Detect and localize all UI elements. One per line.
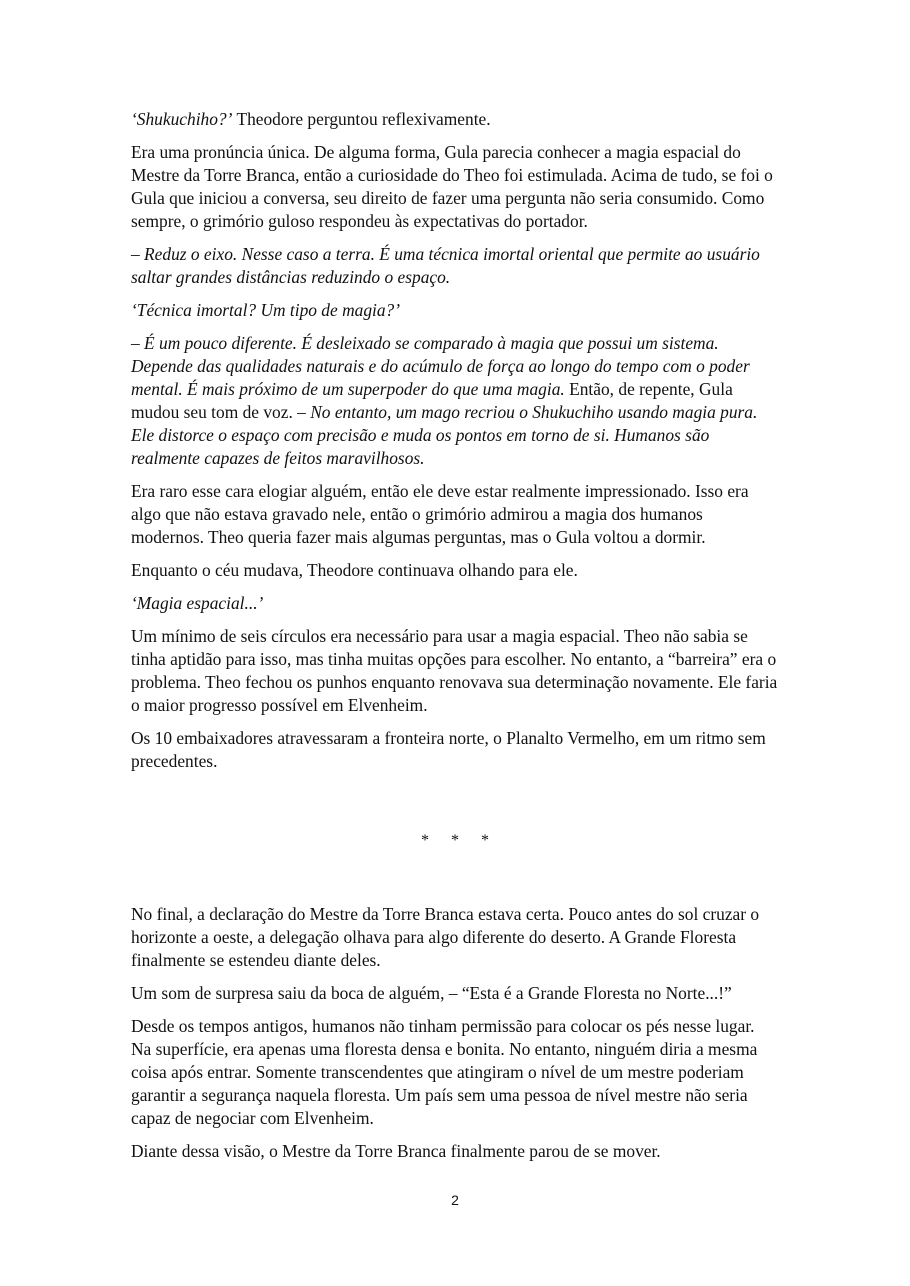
paragraph: Os 10 embaixadores atravessaram a fronteira norte, o Planalto Vermelho, em um ritmo sem precedentes. — [131, 728, 766, 771]
paragraph: Um som de surpresa saiu da boca de alguém, – “Esta é a Grande Floresta no Norte...!” — [131, 983, 732, 1003]
dialogue-italic: – No entanto, um mago recriou o Shukuchiho usando magia pura. Ele distorce o espaço com precisão e muda os pontos em torno de si. Humanos são realmente capazes de feitos maravilhosos. — [131, 402, 758, 468]
dialogue-italic: – Reduz o eixo. Nesse caso a terra. É uma técnica imortal oriental que permite ao usuário saltar grandes distâncias reduzindo o espaço. — [131, 244, 760, 287]
page-number: 2 — [451, 1192, 459, 1208]
paragraph: Era raro esse cara elogiar alguém, então ele deve estar realmente impressionado. Isso era algo que não estava gravado nele, então o grimório admirou a magia dos humanos modernos. Theo queria fazer mais algumas perguntas, mas o Gula voltou a dormir. — [131, 481, 749, 547]
italic-thought: ‘Shukuchiho?’ — [131, 109, 233, 129]
thought-italic: ‘Magia espacial...’ — [131, 593, 264, 613]
section-separator: * * * — [421, 832, 489, 849]
paragraph: Enquanto o céu mudava, Theodore continuava olhando para ele. — [131, 560, 578, 580]
paragraph: Diante dessa visão, o Mestre da Torre Branca finalmente parou de se mover. — [131, 1141, 661, 1161]
narration: Então, de repente, Gula mudou seu tom de voz. — [131, 379, 733, 422]
thought-italic: ‘Técnica imortal? Um tipo de magia?’ — [131, 300, 401, 320]
text-block-lower — [131, 903, 779, 1173]
paragraph — [131, 108, 779, 131]
paragraph — [131, 332, 779, 470]
narration: Theodore perguntou reflexivamente. — [232, 109, 491, 129]
paragraph: No final, a declaração do Mestre da Torre Branca estava certa. Pouco antes do sol cruzar o horizonte a oeste, a delegação olhava para algo diferente do deserto. A Grande Floresta finalmente se estendeu diante deles. — [131, 904, 760, 970]
dialogue-italic: – É um pouco diferente. É desleixado se comparado à magia que possui um sistema. Depende das qualidades naturais e do acúmulo de força ao longo do tempo com o poder mental. É mais próximo de um superpoder do que uma magia. — [131, 333, 750, 399]
text-block-upper — [131, 108, 779, 783]
paragraph: Era uma pronúncia única. De alguma forma, Gula parecia conhecer a magia espacial do Mestre da Torre Branca, então a curiosidade do Theo foi estimulada. Acima de tudo, se foi o Gula que iniciou a conversa, seu direito de fazer uma pergunta não seria consumido. Como sempre, o grimório guloso respondeu às expectativas do portador. — [131, 142, 773, 231]
paragraph: Um mínimo de seis círculos era necessário para usar a magia espacial. Theo não sabia se tinha aptidão para isso, mas tinha muitas opções para escolher. No entanto, a “barreira” era o problema. Theo fechou os punhos enquanto renovava sua determinação novamente. Ele faria o maior progresso possível em Elvenheim. — [131, 626, 778, 715]
paragraph: Desde os tempos antigos, humanos não tinham permissão para colocar os pés nesse lugar. Na superfície, era apenas uma floresta densa e bonita. No entanto, ninguém diria a mesma coisa após entrar. Somente transcendentes que atingiram o nível de um mestre poderiam garantir a segurança naquela floresta. Um país sem uma pessoa de nível mestre não seria capaz de negociar com Elvenheim. — [131, 1016, 758, 1128]
